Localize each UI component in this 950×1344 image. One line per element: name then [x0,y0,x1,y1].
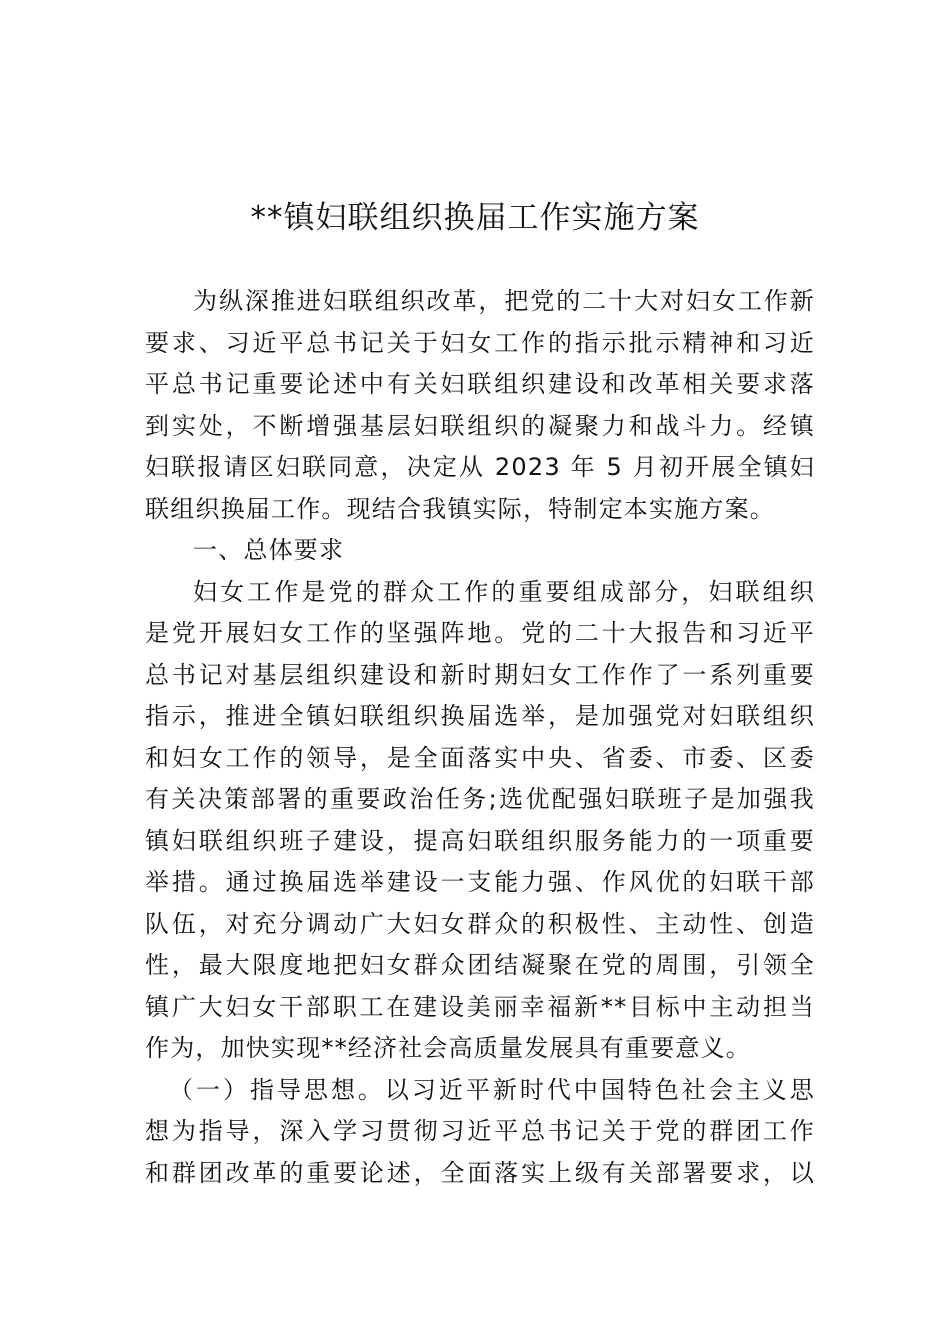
text-line: 妇联报请区妇联同意，决定从 2023 年 5 月初开展全镇妇 [145,453,815,481]
text-line: 指示，推进全镇妇联组织换届选举，是加强党对妇联组织 [145,702,815,730]
paragraph-guiding-thought [145,1070,815,1195]
text-line: 是党开展妇女工作的坚强阵地。党的二十大报告和习近平 [145,619,815,647]
text-line: 到实处，不断增强基层妇联组织的凝聚力和战斗力。经镇 [145,411,815,440]
text-line: 妇女工作是党的群众工作的重要组成部分，妇联组织 [193,577,815,606]
text-line: 有关决策部署的重要政治任务;选优配强妇联班子是加强我 [145,785,815,813]
paragraph-general [145,572,815,1070]
section-heading [145,530,815,572]
heading-general-requirements: 一、总体要求 [193,536,345,564]
text-line: 队伍，对充分调动广大妇女群众的积极性、主动性、创造 [145,909,815,938]
text-line: （一）指导思想。以习近平新时代中国特色社会主义思 [169,1075,815,1104]
text-line: 性，最大限度地把妇女群众团结凝聚在党的周围，引领全 [145,951,815,979]
document-body [145,281,815,1194]
text-line: 要求、习近平总书记关于妇女工作的指示批示精神和习近 [145,328,815,357]
text-line: 想为指导，深入学习贯彻习近平总书记关于党的群团工作 [145,1117,815,1145]
text-line: 为纵深推进妇联组织改革，把党的二十大对妇女工作新 [193,287,815,315]
text-line: 联组织换届工作。现结合我镇实际，特制定本实施方案。 [145,494,775,523]
text-line: 镇妇联组织班子建设，提高妇联组织服务能力的一项重要 [145,826,815,855]
text-line: 总书记对基层组织建设和新时期妇女工作作了一系列重要 [145,660,815,689]
text-line: 举措。通过换届选举建设一支能力强、作风优的妇联干部 [145,868,815,896]
text-line: 和妇女工作的领导，是全面落实中央、省委、市委、区委 [145,743,815,772]
document-title: **镇妇联组织换届工作实施方案 [250,200,700,236]
text-line: 和群团改革的重要论述，全面落实上级有关部署要求，以 [145,1158,815,1187]
text-line: 镇广大妇女干部职工在建设美丽幸福新**目标中主动担当 [145,992,815,1021]
text-line: 平总书记重要论述中有关妇联组织建设和改革相关要求落 [145,370,815,398]
paragraph-intro [145,281,815,530]
text-line: 作为，加快实现**经济社会高质量发展具有重要意义。 [145,1034,751,1062]
